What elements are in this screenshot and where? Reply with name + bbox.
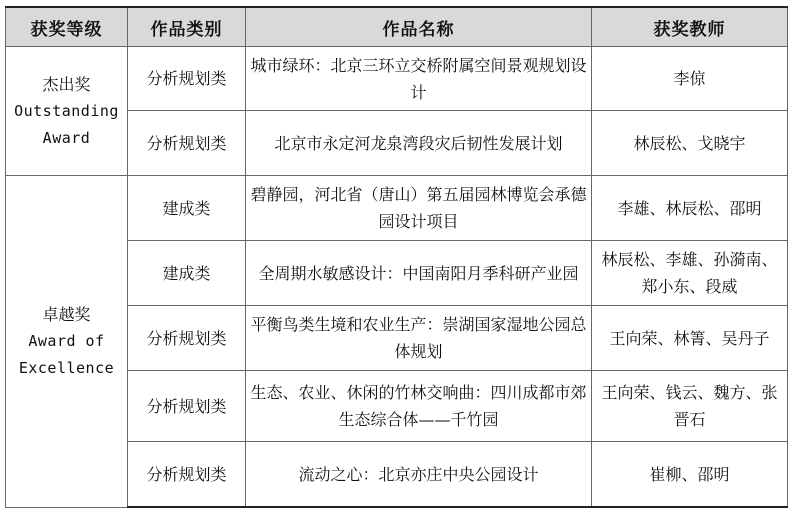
award-level-en: Excellence [18, 358, 115, 377]
award-table [5, 6, 788, 508]
category-cell: 分析规划类 [128, 371, 246, 442]
table-row [6, 176, 788, 241]
work-name-cell: 全周期水敏感设计：中国南阳月季科研产业园 [246, 241, 592, 306]
award-level-excellence [6, 176, 128, 508]
work-name-cell: 北京市永定河龙泉湾段灾后韧性发展计划 [246, 111, 592, 176]
header-category: 作品类别 [128, 7, 246, 47]
category-cell: 分析规划类 [128, 47, 246, 111]
table-row [6, 47, 788, 111]
teachers-cell: 林辰松、戈晓宇 [592, 111, 788, 176]
work-name-cell: 城市绿环：北京三环立交桥附属空间景观规划设计 [246, 47, 592, 111]
header-row [6, 7, 788, 47]
category-cell: 建成类 [128, 241, 246, 306]
header-work-name: 作品名称 [246, 7, 592, 47]
award-level-en: Outstanding [14, 101, 119, 120]
work-name-cell: 平衡鸟类生境和农业生产：崇湖国家湿地公园总体规划 [246, 306, 592, 371]
teachers-cell: 林辰松、李雄、孙漪南、郑小东、段威 [592, 241, 788, 306]
teachers-cell: 李倞 [592, 47, 788, 111]
work-name-cell: 流动之心：北京亦庄中央公园设计 [246, 442, 592, 508]
header-teachers: 获奖教师 [592, 7, 788, 47]
header-award-level: 获奖等级 [6, 7, 128, 47]
category-cell: 分析规划类 [128, 306, 246, 371]
work-name-cell: 碧静园，河北省（唐山）第五届园林博览会承德园设计项目 [246, 176, 592, 241]
award-level-outstanding [6, 47, 128, 176]
award-level-zh: 杰出奖 [42, 74, 91, 94]
award-level-zh: 卓越奖 [42, 304, 91, 324]
category-cell: 分析规划类 [128, 111, 246, 176]
teachers-cell: 王向荣、林箐、吴丹子 [592, 306, 788, 371]
award-level-en: Award of [28, 331, 105, 350]
teachers-cell: 李雄、林辰松、邵明 [592, 176, 788, 241]
category-cell: 建成类 [128, 176, 246, 241]
teachers-cell: 崔柳、邵明 [592, 442, 788, 508]
award-level-en: Award [42, 128, 91, 147]
category-cell: 分析规划类 [128, 442, 246, 508]
work-name-cell: 生态、农业、休闲的竹林交响曲：四川成都市郊生态综合体——千竹园 [246, 371, 592, 442]
teachers-cell: 王向荣、钱云、魏方、张晋石 [592, 371, 788, 442]
